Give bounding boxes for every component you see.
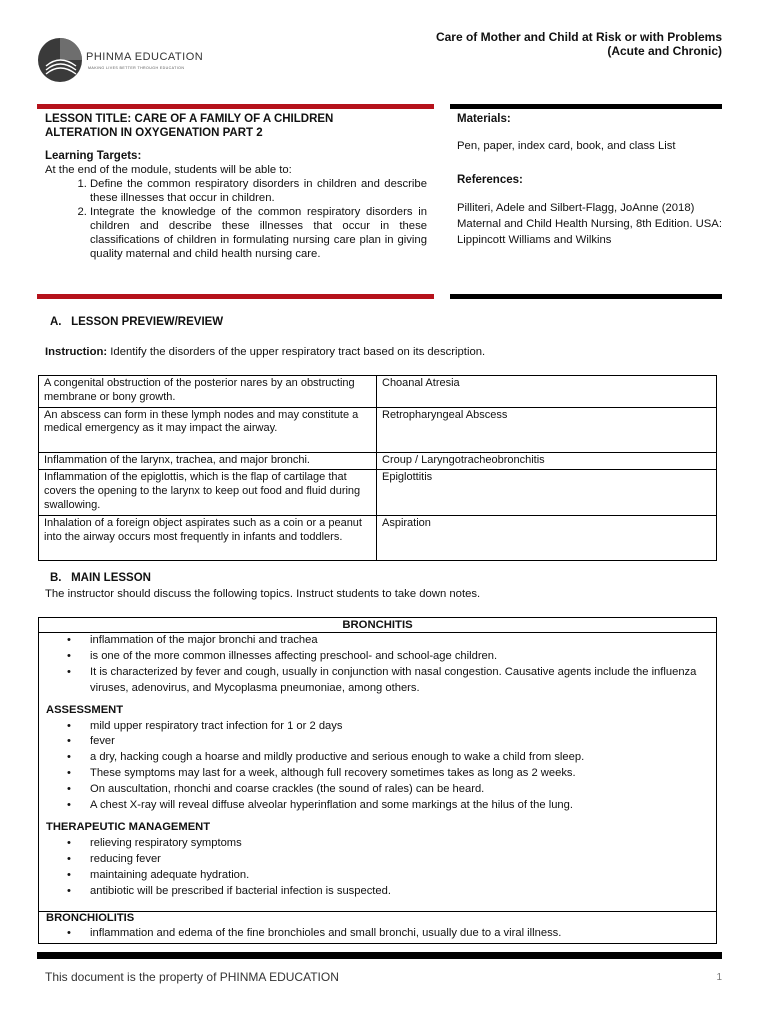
bronchiolitis-list <box>39 926 716 942</box>
lesson-title-line1: LESSON TITLE: CARE OF A FAMILY OF A CHILDREN <box>45 113 334 125</box>
table-row <box>39 407 717 452</box>
logo-name: PHINMA EDUCATION <box>86 51 204 63</box>
list-item: • A chest X-ray will reveal diffuse alveolar hyperinflation and some markings at the hilus of the lung. <box>90 798 716 814</box>
table-cell-description: Inflammation of the larynx, trachea, and major bronchi. <box>39 452 377 470</box>
section-a-heading: A. LESSON PREVIEW/REVIEW <box>50 316 224 328</box>
table-row <box>39 515 717 560</box>
page-number: 1 <box>716 972 722 983</box>
learning-target: 1. Define the common respiratory disorders in children and describe these illnesses that occur in children. <box>90 177 427 205</box>
table-row <box>39 452 717 470</box>
instruction <box>45 346 485 358</box>
list-item: • These symptoms may last for a week, although full recovery sometimes takes as long as 2 weeks. <box>90 766 716 782</box>
instruction-text: Identify the disorders of the upper respiratory tract based on its description. <box>107 346 486 358</box>
lesson-top-bar-red <box>37 104 434 109</box>
footer-text: This document is the property of PHINMA EDUCATION <box>45 970 339 984</box>
bronchiolitis-heading: BRONCHIOLITIS <box>46 912 135 924</box>
bronchiolitis-content <box>39 911 716 942</box>
list-item: • is one of the more common illnesses affecting preschool- and school-age children. <box>90 649 716 665</box>
assessment-heading: ASSESSMENT <box>46 703 124 716</box>
materials-text: Pen, paper, index card, book, and class List <box>457 140 676 152</box>
resources-panel <box>457 112 722 248</box>
list-item: • antibiotic will be prescribed if bacterial infection is suspected. <box>90 884 716 900</box>
table-cell-answer: Epiglottitis <box>377 470 717 515</box>
table-cell-description: A congenital obstruction of the posterior nares by an obstructing membrane or bony growth. <box>39 376 377 408</box>
course-title: Care of Mother and Child at Risk or with Problems (Acute and Chronic) <box>435 30 722 58</box>
footer-bar <box>37 952 722 959</box>
section-b-heading: B. MAIN LESSON <box>50 572 151 584</box>
instruction-label: Instruction: <box>45 346 108 358</box>
list-item: • a dry, hacking cough a hoarse and mildly productive and serious enough to wake a child from sleep. <box>90 750 716 766</box>
main-lesson-box <box>38 617 717 944</box>
list-item: • relieving respiratory symptoms <box>90 836 716 852</box>
list-item: • maintaining adequate hydration. <box>90 868 716 884</box>
table-row <box>39 376 717 408</box>
table-cell-description: An abscess can form in these lymph nodes and may constitute a medical emergency as it may impact the airway. <box>39 407 377 452</box>
bronchitis-content <box>39 633 716 900</box>
sidebar-top-bar-black <box>450 104 722 109</box>
learning-targets-list <box>45 177 427 261</box>
list-item: • inflammation of the major bronchi and trachea <box>90 633 716 649</box>
table-cell-answer: Aspiration <box>377 515 717 560</box>
box-title-bronchitis: BRONCHITIS <box>39 618 716 633</box>
list-item: • mild upper respiratory tract infection for 1 or 2 days <box>90 719 716 735</box>
learning-target: 2. Integrate the knowledge of the common respiratory disorders in children and describe these illnesses that occur in these classifications of children in formulating nursing care plan in giving quality maternal and child health nursing care. <box>90 205 427 261</box>
lesson-title-line2: ALTERATION IN OXYGENATION PART 2 <box>45 127 263 139</box>
assessment-list <box>39 719 716 814</box>
learning-targets-intro: At the end of the module, students will be able to: <box>45 164 292 176</box>
bronchitis-overview-list <box>39 633 716 697</box>
list-item: • fever <box>90 734 716 750</box>
learning-targets-heading: Learning Targets: <box>45 150 142 162</box>
disorders-table <box>38 375 717 561</box>
phinma-logo <box>36 36 206 84</box>
logo-tagline: MAKING LIVES BETTER THROUGH EDUCATION <box>88 66 185 70</box>
list-item: • On auscultation, rhonchi and coarse crackles (the sound of rales) can be heard. <box>90 782 716 798</box>
table-cell-description: Inhalation of a foreign object aspirates such as a coin or a peanut into the airway occurs most frequently in infants and toddlers. <box>39 515 377 560</box>
lesson-panel <box>45 112 427 261</box>
list-item: • reducing fever <box>90 852 716 868</box>
therapeutic-list <box>39 836 716 900</box>
materials-heading: Materials: <box>457 113 511 125</box>
phinma-logo-icon <box>36 36 84 84</box>
references-text: Pilliteri, Adele and Silbert-Flagg, JoAnne (2018) Maternal and Child Health Nursing, 8th Edition. USA: Lippincott Williams and Wilkins <box>457 202 722 246</box>
sidebar-bottom-bar-black <box>450 294 722 299</box>
section-b-intro: The instructor should discuss the following topics. Instruct students to take down notes. <box>45 588 481 600</box>
therapeutic-heading: THERAPEUTIC MANAGEMENT <box>46 820 211 833</box>
table-row <box>39 470 717 515</box>
table-cell-answer: Croup / Laryngotracheobronchitis <box>377 452 717 470</box>
list-item: • inflammation and edema of the fine bronchioles and small bronchi, usually due to a viral illness. <box>90 926 716 942</box>
lesson-bottom-bar-red <box>37 294 434 299</box>
list-item: • It is characterized by fever and cough, usually in conjunction with nasal congestion. Causative agents include the influenza viruses, adenovirus, and Mycoplasma pneumoniae, among others. <box>90 665 716 697</box>
table-cell-description: Inflammation of the epiglottis, which is the flap of cartilage that covers the opening to the larynx to keep out food and fluid during swallowing. <box>39 470 377 515</box>
references-heading: References: <box>457 174 523 186</box>
table-cell-answer: Choanal Atresia <box>377 376 717 408</box>
table-cell-answer: Retropharyngeal Abscess <box>377 407 717 452</box>
